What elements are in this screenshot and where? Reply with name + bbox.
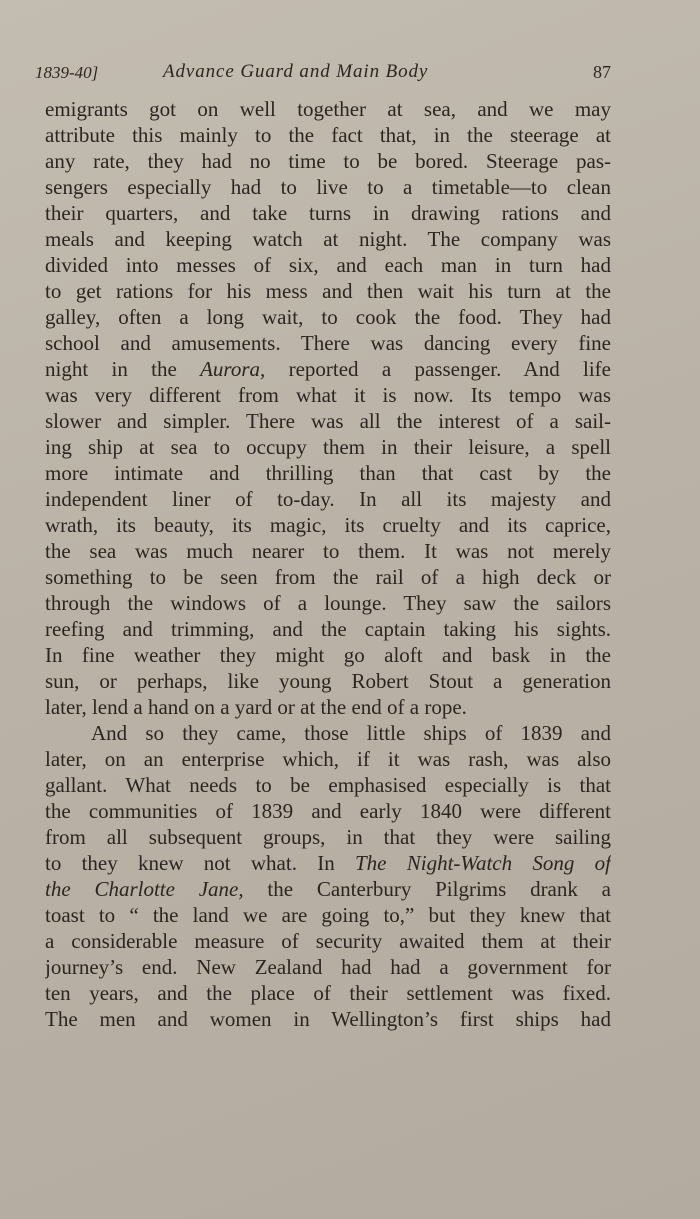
text-line: ing ship at sea to occupy them in their leisure, a spell <box>45 435 611 459</box>
text-line <box>45 356 611 382</box>
text-run: reported a passenger. And life <box>265 357 611 381</box>
text-line: reefing and trimming, and the captain taking his sights. <box>45 617 611 641</box>
text-line: toast to “ the land we are going to,” but they knew that <box>45 903 611 927</box>
text-line: the communities of 1839 and early 1840 were different <box>45 799 611 823</box>
text-run: night in the <box>45 357 201 381</box>
text-line: slower and simpler. There was all the interest of a sail- <box>45 409 611 433</box>
running-head <box>35 61 611 87</box>
text-line: wrath, its beauty, its magic, its cruelty and its caprice, <box>45 513 611 537</box>
text-line: journey’s end. New Zealand had had a government for <box>45 955 611 979</box>
text-line: independent liner of to-day. In all its majesty and <box>45 487 611 511</box>
text-line: a considerable measure of security awaited them at their <box>45 929 611 953</box>
text-line: any rate, they had no time to be bored. Steerage pas- <box>45 149 611 173</box>
text-line: divided into messes of six, and each man in turn had <box>45 253 611 277</box>
text-line: to get rations for his mess and then wait his turn at the <box>45 279 611 303</box>
text-line: gallant. What needs to be emphasised especially is that <box>45 773 611 797</box>
text-line: sengers especially had to live to a timetable—to clean <box>45 175 611 199</box>
text-line: more intimate and thrilling than that cast by the <box>45 461 611 485</box>
body-text <box>45 96 611 1032</box>
ship-name-italic: Aurora, <box>200 357 266 381</box>
text-line: from all subsequent groups, in that they were sailing <box>45 825 611 849</box>
running-head-chapter-title: Advance Guard and Main Body <box>163 61 429 82</box>
text-line: later, on an enterprise which, if it was rash, was also <box>45 747 611 771</box>
text-run: the Canterbury Pilgrims drank a <box>243 877 611 901</box>
page-number: 87 <box>593 62 611 82</box>
running-head-date-range: 1839-40] <box>35 63 99 82</box>
text-line: later, lend a hand on a yard or at the end of a rope. <box>45 695 467 719</box>
song-title-italic: The Night-Watch Song of <box>354 851 611 875</box>
paragraph-first-line: And so they came, those little ships of 1839 and <box>91 721 611 745</box>
text-line: sun, or perhaps, like young Robert Stout a generation <box>45 669 611 693</box>
text-line: the sea was much nearer to them. It was not merely <box>45 539 611 563</box>
text-line: their quarters, and take turns in drawing rations and <box>45 201 611 225</box>
text-run: to they knew not what. In <box>45 851 355 875</box>
text-line: The men and women in Wellington’s first ships had <box>45 1007 611 1031</box>
text-line <box>45 850 611 876</box>
text-line: ten years, and the place of their settlement was fixed. <box>45 981 611 1005</box>
song-title-italic: the Charlotte Jane, <box>45 877 244 901</box>
text-line: meals and keeping watch at night. The company was <box>45 227 611 251</box>
text-line: something to be seen from the rail of a high deck or <box>45 565 611 589</box>
text-line: emigrants got on well together at sea, and we may <box>45 97 611 121</box>
text-line: In fine weather they might go aloft and bask in the <box>45 643 611 667</box>
text-line: was very different from what it is now. Its tempo was <box>45 383 611 407</box>
text-line: galley, often a long wait, to cook the food. They had <box>45 305 611 329</box>
text-line: school and amusements. There was dancing every fine <box>45 331 611 355</box>
text-line: attribute this mainly to the fact that, in the steerage at <box>45 123 611 147</box>
text-line <box>45 876 611 902</box>
text-line: through the windows of a lounge. They saw the sailors <box>45 591 611 615</box>
